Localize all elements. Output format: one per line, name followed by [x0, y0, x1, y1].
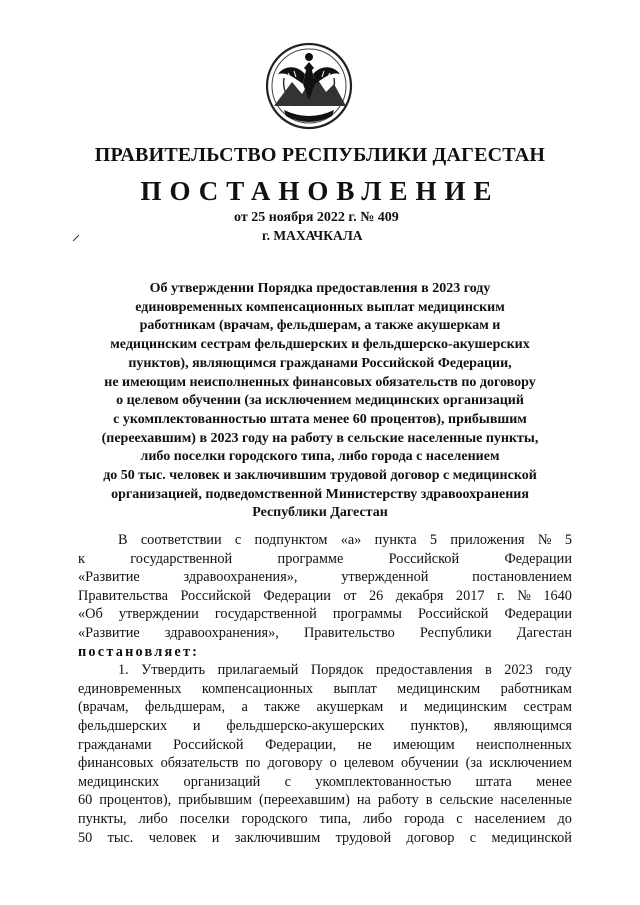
word: и: [399, 699, 408, 716]
word: 2023: [504, 662, 533, 679]
word: В: [118, 532, 128, 548]
word: пунктов),: [410, 717, 469, 734]
document-type: ПОСТАНОВЛЕНИЕ: [140, 176, 500, 206]
word: «а»: [340, 532, 362, 548]
body-line: [78, 624, 572, 643]
word: являющимся: [493, 717, 572, 734]
word: 5: [429, 532, 438, 548]
word: №: [537, 532, 552, 548]
word: договор: [406, 829, 455, 846]
document-body: [78, 531, 572, 847]
word: сельские: [439, 792, 494, 809]
word: Правительство: [303, 624, 395, 641]
word: от: [343, 587, 357, 604]
word: на: [356, 792, 371, 809]
word: тыс.: [107, 829, 134, 846]
word: также: [264, 699, 301, 716]
heading-line: Об утверждении Порядка предоставления в 2023 году: [149, 281, 491, 296]
body-line: [78, 736, 572, 755]
word: заключившим: [234, 829, 321, 846]
word: договору: [267, 755, 323, 772]
word: предоставления: [375, 662, 473, 679]
word: фельдшерских: [78, 717, 168, 734]
word: приложения: [450, 532, 525, 548]
word: до: [557, 810, 572, 827]
word: (переехавшим): [258, 792, 350, 809]
body-line: [78, 605, 572, 624]
word: Дагестан: [516, 624, 572, 641]
word: исключением: [489, 755, 572, 772]
word: здравоохранения»,: [183, 569, 298, 586]
word: подпунктом: [254, 532, 328, 548]
word: поселки: [179, 810, 230, 827]
word: (врачам,: [78, 699, 129, 716]
word: населением: [474, 810, 546, 827]
body-line: [78, 680, 572, 699]
word: неисполненных: [476, 736, 572, 753]
word: городского: [241, 810, 308, 827]
word: здравоохранения»,: [164, 624, 279, 641]
heading-line: пунктов), являющимся гражданами Российской Федерации,: [128, 355, 512, 371]
word: о: [329, 755, 337, 772]
word: трудовой: [335, 829, 392, 846]
body-line: [78, 550, 572, 569]
word: единовременных: [78, 680, 182, 697]
pen-mark: [72, 234, 80, 242]
word: обязательств: [160, 755, 239, 772]
heading-line: организацией, подведомственной Министерству здравоохранения: [111, 486, 529, 502]
body-line: [78, 810, 572, 829]
word: «Об: [78, 606, 103, 623]
word: 50: [78, 829, 93, 846]
word: программе: [277, 550, 344, 567]
heading-line: о целевом обучении (за исключением медицинских организаций: [116, 393, 524, 409]
document-city: г. МАХАЧКАЛА: [262, 228, 363, 243]
word: человек: [148, 829, 197, 846]
word: утверждении: [118, 606, 199, 623]
government-name: ПРАВИТЕЛЬСТВО РЕСПУБЛИКИ ДАГЕСТАН: [94, 144, 546, 166]
word: с: [284, 773, 292, 790]
word: акушеркам: [316, 699, 384, 716]
word: медицинской: [491, 829, 572, 846]
word: города: [404, 810, 445, 827]
document-heading: [60, 280, 580, 523]
word: сестрам: [523, 699, 572, 716]
word: и: [192, 717, 201, 734]
word: работникам: [500, 680, 572, 697]
heading-line: единовременных компенсационных выплат медицинским: [135, 299, 505, 315]
body-line: [78, 587, 572, 606]
word: целевом: [343, 755, 394, 772]
word: г.: [496, 587, 505, 604]
word: прибывшим: [178, 792, 252, 809]
word: в: [425, 792, 433, 809]
heading-line: с укомплектованностью штата менее 60 процентов), прибывшим: [113, 411, 527, 427]
body-line: [78, 531, 572, 550]
word: фельдшерско-акушерских: [226, 717, 385, 734]
word: 1640: [543, 587, 572, 604]
word: выплат: [333, 680, 377, 697]
word: Российской: [180, 587, 251, 604]
word: пункты,: [78, 810, 127, 827]
word: финансовых: [78, 755, 154, 772]
decree-word: постановляет:: [78, 643, 200, 660]
word: 5: [564, 532, 572, 548]
body-line: [78, 661, 572, 680]
heading-line: работникам (врачам, фельдшерам, а также акушеркам и: [139, 318, 501, 334]
word: 60: [78, 792, 93, 809]
heading-line: до 50 тыс. человек и заключившим трудовой договор с медицинской: [103, 468, 537, 484]
document-date-number: от 25 ноября 2022 г. № 409: [234, 210, 399, 225]
word: 1.: [118, 662, 129, 679]
word: постановлением: [472, 569, 572, 586]
word: Федерации: [504, 550, 572, 567]
word: организаций: [183, 773, 261, 790]
word: компенсационных: [201, 680, 314, 697]
word: в: [485, 662, 492, 679]
word: утвержденной: [341, 569, 429, 586]
word: Федерации: [504, 606, 572, 623]
word: Федерации,: [265, 736, 337, 753]
word: медицинским: [397, 680, 481, 697]
body-line: [78, 568, 572, 587]
heading-line: Республики Дагестан: [252, 505, 388, 521]
word: имеющим: [393, 736, 455, 753]
word: (за: [465, 755, 483, 772]
heading-line: либо поселки городского типа, либо города с населением: [140, 449, 500, 465]
word: программы: [332, 606, 402, 623]
body-line: [78, 829, 572, 848]
word: Федерации: [263, 587, 331, 604]
word: работу: [377, 792, 419, 809]
word: с: [469, 829, 477, 846]
word: декабря: [395, 587, 444, 604]
word: к: [78, 550, 85, 567]
word: укомплектованностью: [315, 773, 452, 790]
word: менее: [536, 773, 572, 790]
body-line: [78, 773, 572, 792]
word: а: [241, 699, 248, 716]
word: типа,: [319, 810, 352, 827]
body-line: [78, 698, 572, 717]
word: году: [545, 662, 572, 679]
body-line: [78, 754, 572, 773]
word: либо: [362, 810, 393, 827]
word: 2017: [455, 587, 485, 604]
word: гражданами: [78, 736, 152, 753]
word: пункта: [374, 532, 417, 548]
word: обучении: [401, 755, 459, 772]
word: медицинских: [78, 773, 160, 790]
word: государственной: [130, 550, 233, 567]
body-line: [78, 717, 572, 736]
word: либо: [138, 810, 168, 827]
word: с: [456, 810, 463, 827]
word: Правительства: [78, 587, 168, 604]
word: «Развитие: [78, 569, 140, 586]
word: медицинским: [423, 699, 507, 716]
body-line: [78, 643, 572, 662]
word: штата: [475, 773, 512, 790]
heading-line: медицинским сестрам фельдшерских и фельдшерско-акушерских: [110, 337, 530, 353]
word: населенные: [500, 792, 572, 809]
word: государственной: [214, 606, 317, 623]
word: процентов),: [99, 792, 172, 809]
word: Порядок: [310, 662, 364, 679]
word: Утвердить: [141, 662, 206, 679]
word: Республики: [419, 624, 492, 641]
word: по: [245, 755, 261, 772]
word: и: [211, 829, 220, 846]
body-line: [78, 791, 572, 810]
word: «Развитие: [78, 624, 140, 641]
word: с: [234, 532, 242, 548]
word: 26: [369, 587, 384, 604]
coat-of-arms-icon: [262, 40, 356, 132]
word: Российской: [388, 550, 460, 567]
word: фельдшерам,: [145, 699, 226, 716]
word: Российской: [417, 606, 489, 623]
heading-line: не имеющим неисполненных финансовых обязательств по договору: [104, 374, 536, 390]
word: не: [357, 736, 372, 753]
word: Российской: [173, 736, 244, 753]
heading-line: (переехавшим) в 2023 году на работу в сельские населенные пункты,: [101, 430, 539, 446]
word: №: [517, 587, 531, 604]
word: прилагаемый: [217, 662, 299, 679]
word: соответствии: [140, 532, 222, 548]
